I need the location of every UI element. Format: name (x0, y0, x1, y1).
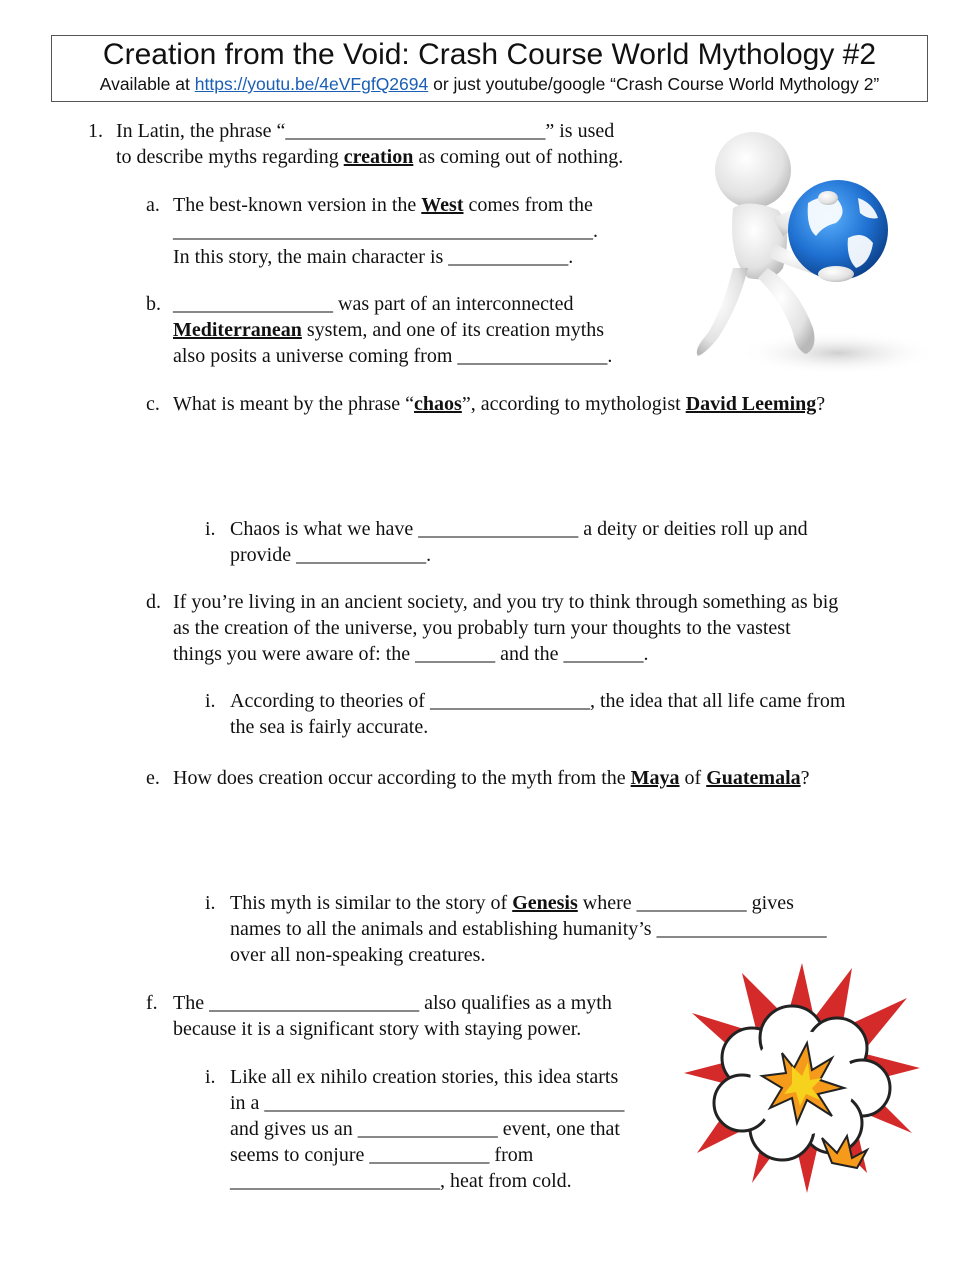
question-text (173, 765, 933, 791)
text-line: provide _____________. (230, 544, 432, 566)
question-text (173, 391, 933, 417)
text-line (173, 765, 933, 791)
question-text (230, 516, 930, 568)
text-line: and gives us an ______________ event, one that (230, 1118, 620, 1140)
text-line: In this story, the main character is ____________. (173, 246, 574, 268)
text-line: In Latin, the phrase “__________________________” is used (116, 120, 615, 142)
text-run: system, and one of its creation myths (301, 319, 605, 341)
text-line: __________________________________________. (173, 220, 598, 242)
keyword-mediterranean: Mediterranean (173, 319, 302, 341)
question-roman: i. (205, 690, 216, 712)
text-run: of (679, 767, 707, 789)
question-text (230, 890, 950, 968)
text-line: also posits a universe coming from _______________. (173, 345, 613, 367)
text-run: This myth is similar to the story of (230, 892, 513, 914)
text-run: to describe myths regarding (116, 146, 344, 168)
question-letter: a. (146, 194, 160, 216)
keyword-genesis: Genesis (512, 892, 578, 914)
question-text (173, 589, 953, 667)
text-line (116, 144, 716, 170)
question-text (173, 291, 693, 369)
3d-figure-holding-globe-icon (688, 118, 938, 378)
text-line: _____________________, heat from cold. (230, 1170, 572, 1192)
text-run: ? (816, 393, 826, 415)
text-line: ________________ was part of an interconnected (173, 293, 574, 315)
text-run: comes from the (463, 194, 593, 216)
text-line: According to theories of ________________, the idea that all life came from (230, 690, 846, 712)
text-line: in a ____________________________________ (230, 1092, 625, 1114)
text-line: Chaos is what we have ________________ a deity or deities roll up and (230, 518, 808, 540)
subtitle-prefix: Available at (99, 74, 195, 94)
text-line: If you’re living in an ancient society, and you try to think through something as big (173, 591, 839, 613)
text-run: The best-known version in the (173, 194, 422, 216)
text-line: as the creation of the universe, you probably turn your thoughts to the vastest (173, 617, 791, 639)
question-text (116, 118, 716, 170)
question-text (230, 1064, 690, 1194)
page-title: Creation from the Void: Crash Course World Mythology #2 (102, 38, 877, 71)
text-line: things you were aware of: the ________ and the ________. (173, 643, 649, 665)
question-letter: e. (146, 767, 160, 789)
text-run: How does creation occur according to the myth from the (173, 767, 631, 789)
text-run: as coming out of nothing. (413, 146, 624, 168)
keyword-west: West (421, 194, 464, 216)
text-run: where ___________ gives (577, 892, 794, 914)
page-subtitle (52, 73, 927, 95)
subtitle-suffix: or just youtube/google “Crash Course World Mythology 2” (428, 74, 880, 94)
text-line (173, 391, 933, 417)
text-line: The _____________________ also qualifies as a myth (173, 992, 612, 1014)
question-letter: b. (146, 293, 161, 315)
question-text (173, 990, 693, 1042)
title-box (51, 35, 928, 102)
text-line: the sea is fairly accurate. (230, 716, 429, 738)
keyword-maya: Maya (630, 767, 680, 789)
keyword-chaos: chaos (414, 393, 462, 415)
text-line (230, 890, 950, 916)
text-line (173, 317, 693, 343)
question-number: 1. (88, 120, 103, 142)
text-line (173, 192, 693, 218)
text-line: names to all the animals and establishing humanity’s _________________ (230, 918, 827, 940)
text-line: over all non-speaking creatures. (230, 944, 486, 966)
question-text (173, 192, 693, 270)
text-run: What is meant by the phrase “ (173, 393, 415, 415)
question-letter: c. (146, 393, 160, 415)
text-run: ? (800, 767, 810, 789)
cartoon-explosion-icon (682, 958, 922, 1198)
keyword-david-leeming: David Leeming (685, 393, 817, 415)
question-roman: i. (205, 518, 216, 540)
text-line: Like all ex nihilo creation stories, this idea starts (230, 1066, 619, 1088)
question-text (230, 688, 950, 740)
question-letter: d. (146, 591, 161, 613)
video-link[interactable]: https://youtu.be/4eVFgfQ2694 (194, 74, 429, 94)
question-letter: f. (146, 992, 158, 1014)
keyword-guatemala: Guatemala (706, 767, 801, 789)
text-line: seems to conjure ____________ from (230, 1144, 534, 1166)
text-line: because it is a significant story with staying power. (173, 1018, 582, 1040)
question-roman: i. (205, 892, 216, 914)
text-run: ”, according to mythologist (461, 393, 686, 415)
question-roman: i. (205, 1066, 216, 1088)
keyword-creation: creation (343, 146, 414, 168)
